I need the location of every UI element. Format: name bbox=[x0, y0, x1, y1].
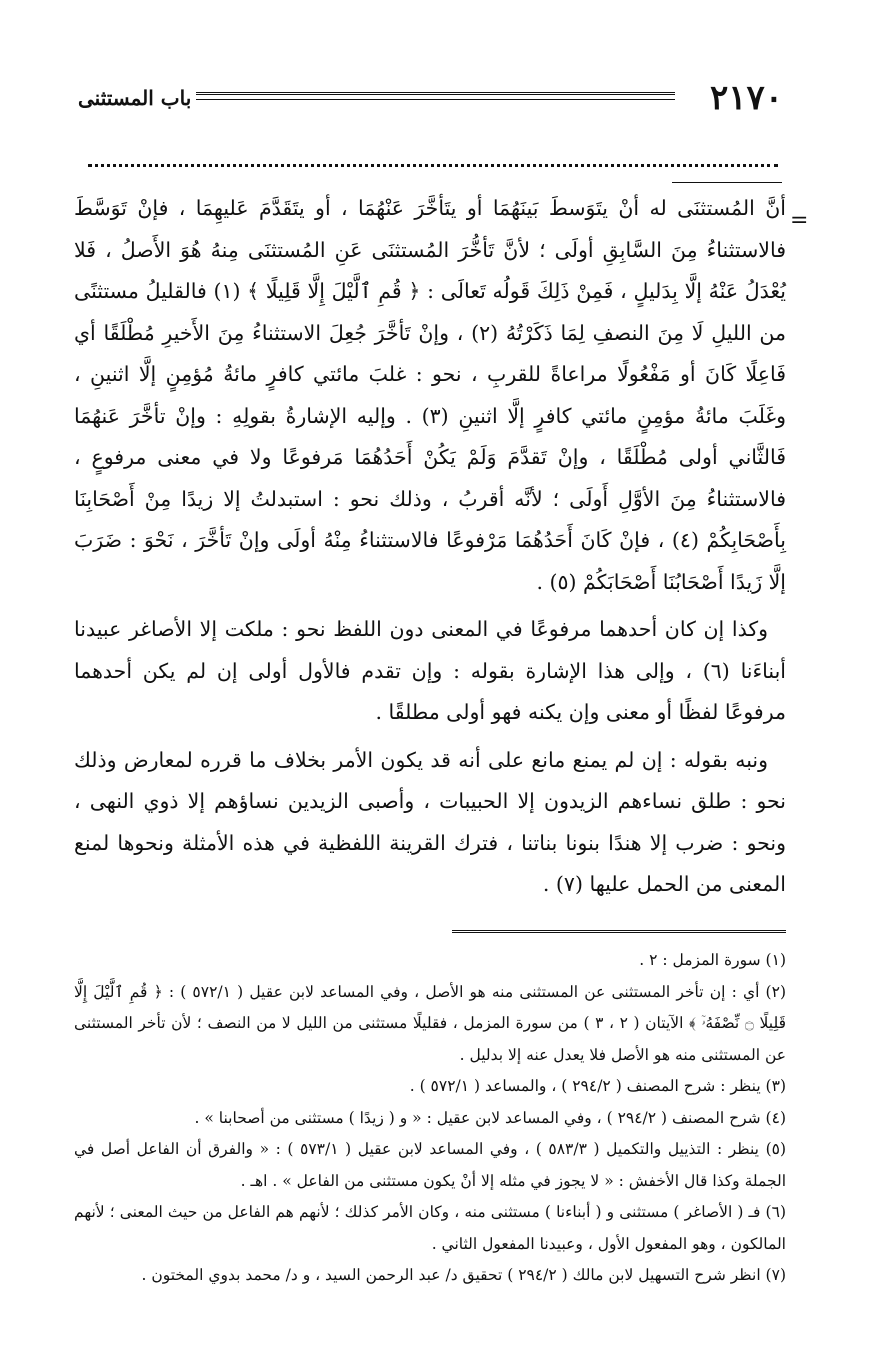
footnote: (٣) ينظر : شرح المصنف ( ٢٩٤/٢ ) ، والمساعد ( ٥٧٢/١ ) . bbox=[409, 1077, 786, 1095]
footnote: (٤) شرح المصنف ( ٢٩٤/٢ ) ، وفي المساعد لابن عقيل : « و ( زيدًا ) مستثنى من أصحابنا » . bbox=[194, 1108, 786, 1127]
paragraph: ونبه بقوله : إن لم يمنع مانع على أنه قد يكون الأمر بخلاف ما قرره لمعارض وذلك نحو : طلق نساءهم الزيدون إلا الحبيبات ، وأصبى الزيدين نساؤهم إلا ذوي النهى ، ونحو : ضرب إلا هندًا بنونا بناتنا ، فترك القرينة اللفظية في هذه الأمثلة ونحوها لمنع المعنى من الحمل عليها (٧) . bbox=[74, 747, 786, 896]
header-rule-thin bbox=[196, 99, 675, 100]
paragraph: وكذا إن كان أحدهما مرفوعًا في المعنى دون اللفظ نحو : ملكت إلا الأصاغر عبيدنا أبناءَنا (٦) ، وإلى هذا الإشارة بقوله : وإن تقدم فالأول أولى إن لم يكن أحدهما مرفوعًا لفظًا أو معنى وإن يكنه فهو أولى مطلقًا . bbox=[74, 617, 786, 724]
continuation-rule bbox=[672, 182, 782, 183]
chapter-title: باب المستثنى bbox=[78, 86, 192, 110]
paragraph: أنَّ المُستثنَى له أنْ يتَوَسطَ بَينَهُمَا أو يتَأخَّرَ عَنْهُمَا ، أو يتَقَدَّمَ عَليهِمَا ، فإنْ تَوَسَّطَ فالاستثناءُ مِنَ السَّابِقِ أولَى ؛ لأنَّ تَأخُّرَ المُستثنَى عَنِ المُستثنَى مِنهُ هُوَ الأَصلُ ، فَلا يُعْدَلُ عَنْهُ إلَّا بِدَليلٍ ، فَمِنْ ذَلِكَ قَولُه تَعالَى : ﴿ قُمِ ٱلَّيْلَ إِلَّا قَلِيلًا ﴾ (١) فالقليلُ مستثنًى من الليلِ لَا مِنَ النصفِ لِمَا ذَكَرْتُهُ (٢) ، وإنْ تَأخَّرَ جُعِلَ الاستثناءُ مِنَ الأَخيرِ مُطْلَقًا أي فَاعِلًا كَانَ أو مَفْعُولًا مراعاةً للقربِ ، نحو : غلبَ مائتي كافرٍ مائةُ مُؤمِنٍ إلَّا اثنينِ ، وغَلَبَ مائةُ مؤمِنٍ مائتي كافرٍ إلَّا اثنينِ (٣) . وإليه الإشارةُ بقولِهِ : وإنْ تأخَّرَ عَنهُمَا فَالثَّاني أولى مُطْلَقًا ، وإنْ تَقدَّمَ وَلَمْ يَكُنْ أَحَدُهُمَا مَرفوعًا ولا في معنى مرفوعٍ ، فالاستثناءُ مِنَ الأوَّلِ أَولَى ؛ لأنَّه أقربُ ، وذلك نحو : استبدلتُ إلا زيدًا مِنْ أَصْحَابِنَا بِأَصْحَابِكُمْ (٤) ، فإنْ كَانَ أَحَدُهُمَا مَرْفوعًا فالاستثناءُ مِنْهُ أولَى وإنْ تَأخَّرَ ، نَحْوَ : ضَرَبَ إلَّا زَيدًا أَصْحَابُنَا أَصْحَابَكُمْ (٥) . bbox=[74, 196, 787, 594]
continuation-mark: = bbox=[790, 208, 809, 233]
main-text bbox=[74, 188, 786, 906]
footnote: (٢) أي : إن تأخر المستثنى عن المستثنى منه هو الأصل ، وفي المساعد لابن عقيل ( ٥٧٢/١ ) : ﴿ قُمِ ٱلَّيْلَ إِلَّا قَلِيلًا ۝ نِّصْفَهُۥٓ ﴾ الآيتان ( ٢ ، ٣ ) من سورة المزمل ، فقليلًا مستثنى من الليل لا من النصف ؛ لأن تأخر المستثنى عن المستثنى منه هو الأصل فلا يعدل عنه إلا بدليل . bbox=[74, 982, 786, 1064]
footnote: (٦) فـ ( الأصاغر ) مستثنى و ( أبناءنا ) مستثنى منه ، وكان الأمر كذلك ؛ لأنهم هم الفاعل من حيث المعنى ؛ لأنهم المالكون ، وهو المفعول الأول ، وعبيدنا المفعول الثاني . bbox=[74, 1203, 786, 1253]
page-header bbox=[78, 78, 783, 118]
footnote: (١) سورة المزمل : ٢ . bbox=[639, 951, 786, 969]
footnote-rule bbox=[452, 930, 786, 933]
footnote: (٥) ينظر : التذييل والتكميل ( ٥٨٣/٣ ) ، وفي المساعد لابن عقيل ( ٥٧٣/١ ) : « والفرق أن الفاعل أصل في الجملة وكذا قال الأخفش : « لا يجوز في مثله إلا أنْ يكون مستثنى من الفاعل » . اهـ . bbox=[74, 1140, 787, 1190]
footnote: (٧) انظر شرح التسهيل لابن مالك ( ٢٩٤/٢ ) تحقيق د/ عبد الرحمن السيد ، و د/ محمد بدوي المختون . bbox=[141, 1266, 786, 1284]
header-rule bbox=[196, 92, 675, 95]
page-number: ٢١٧٠ bbox=[709, 78, 783, 118]
dotted-separator bbox=[88, 150, 778, 167]
footnotes bbox=[74, 945, 786, 1292]
